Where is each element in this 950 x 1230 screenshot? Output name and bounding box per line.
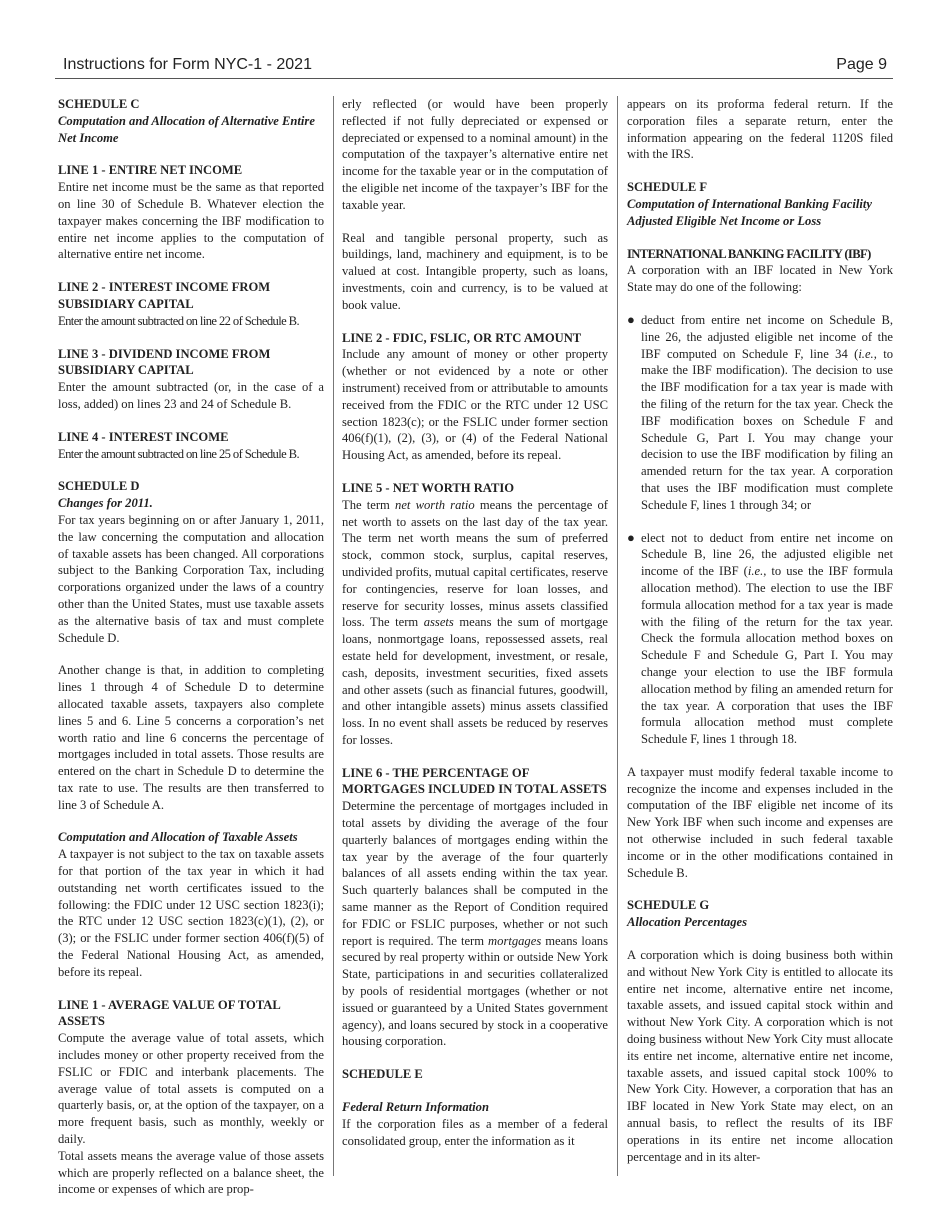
list-item: ● deduct from entire net income on Schedule B, line 26, the adjusted eligible net income of the IBF computed on Schedule F, line 34 (i.e., to make the IBF modification). The decision to use the IBF modification for a tax year is made with the filing of the return for the tax year. Check the IBF modification boxes on Schedule F and Schedule G, Part I. You may change your decision to use the IBF modification by filing an amended return for the tax year. A corporation that uses the IBF modification must complete Schedule F, lines 1 through 34; or <box>627 311 894 512</box>
schedule-g-subtitle: Allocation Percentages <box>627 915 747 930</box>
schedule-g-heading: SCHEDULE G <box>627 898 710 913</box>
ibf-intro: A corporation with an IBF located in New York State may do one of the following: <box>627 263 893 295</box>
line-2-fdic-text: Include any amount of money or other property (whether or not evidenced by a note or other instrument) received from or attributable to amounts received from the FDIC or the RTC under 12 USC section 1823(c); or the FSLIC under former section 406(f)(1), (2), (3), or (4) of the Federal National Housing Act, as amended, before its repeal. <box>342 347 608 463</box>
schedule-g-text: A corporation which is doing business both within and without New York City is entitled to allocate its entire net income, alternative entire net income, taxable assets, and issued capital stock within and without New York City. A corporation which is not doing business without New York City must allocate its entire net income, alternative entire net income, taxable assets, and issued capital stock 100% to New York City. However, a corporation that has an IBF located in New York State may elect, on an annual basis, to reflect the results of its IBF operations in its entire net income allocation percentage and in its alter- <box>627 948 893 1164</box>
schedule-d-heading: SCHEDULE D <box>58 479 140 494</box>
average-value-heading: LINE 1 - AVERAGE VALUE OF TOTAL ASSETS <box>58 997 281 1029</box>
taxable-assets-subtitle: Computation and Allocation of Taxable Assets <box>58 830 298 845</box>
line-6-heading: LINE 6 - THE PERCENTAGE OF MORTGAGES INCLUDED IN TOTAL ASSETS <box>342 765 607 797</box>
line-2-fdic-heading: LINE 2 - FDIC, FSLIC, OR RTC AMOUNT <box>342 330 582 345</box>
ibf-heading: INTERNATIONAL BANKING FACILITY (IBF) <box>627 246 871 261</box>
schedule-f-subtitle: Computation of International Banking Facility Adjusted Eligible Net Income or Loss <box>627 196 872 228</box>
column-middle <box>342 96 608 1149</box>
property-paragraph: Real and tangible personal property, such as buildings, land, machinery and equipment, is to be valued at cost. Intangible property, such as loans, investments, coin and currency, is to be valued at book value. <box>342 230 608 312</box>
line-5-text: The term net worth ratio means the percentage of net worth to assets on the last day of the tax year. The term net worth means the sum of preferred stock, common stock, surplus, capital reserves, undivided profits, mutual capital certificates, reserve for contingencies, reserve for loan losses, and reserve for security losses, minus assets classified loss. The term assets means the sum of mortgage loans, nonmortgage loans, repossessed assets, real estate held for development, investment, or resale, cash, deposits, investment securities, fixed assets and other assets (such as financial futures, goodwill, and other intangible assets) minus assets classified loss. In no event shall assets be reduced by reserves for losses. <box>342 497 608 747</box>
term-net-worth-ratio: net worth ratio <box>395 497 475 512</box>
bullet-icon: ● <box>627 529 635 545</box>
schedule-e-text: If the corporation files as a member of a federal consolidated group, enter the information as it <box>342 1116 608 1148</box>
schedule-d-subtitle: Changes for 2011. <box>58 496 153 511</box>
term-assets: assets <box>423 615 454 630</box>
bullet-icon: ● <box>627 311 635 327</box>
page-header <box>55 56 893 79</box>
line-3-text: Enter the amount subtracted (or, in the case of a loss, added) on lines 23 and 24 of Schedule B. <box>58 380 324 411</box>
line-1-heading: LINE 1 - ENTIRE NET INCOME <box>58 163 243 178</box>
ibf-options-list <box>627 312 893 748</box>
schedule-d-paragraph: A taxpayer is not subject to the tax on taxable assets for that portion of the tax year in which it had outstanding net worth certificates issued to the following: the FDIC under 12 USC section 1823(i); the RTC under 12 USC section 1823(c)(1), (2), or (3); or the FSLIC under former section 406(f)(5) of the Federal National Housing Act, as amended, before its repeal. <box>58 847 324 979</box>
average-value-text: Compute the average value of total assets, which includes money or other property received from the FSLIC or FDIC and interbank placements. The average value of total assets is computed on a quarterly basis, or, at the option of the taxpayer, on a more frequent basis, such as monthly, weekly or daily. <box>58 1031 324 1147</box>
page-number: Page 9 <box>836 56 887 73</box>
total-assets-text: Total assets means the average value of those assets which are properly reflected on a balance sheet, the income or expenses of which are prop- <box>58 1148 324 1197</box>
line-1-text: Entire net income must be the same as that reported on line 30 of Schedule B. Whatever election the taxpayer makes concerning the IBF modification to entire net income applies to the computation of alternative entire net income. <box>58 180 324 262</box>
schedule-d-paragraph: For tax years beginning on or after January 1, 2011, the law concerning the computation and allocation of taxable assets has been changed. All corporations subject to the Banking Corporation Tax, including corporations organized under the laws of a country other than the United States, must use taxable assets as the alternative basis of tax and must complete Schedule D. <box>58 512 324 645</box>
line-4-heading: LINE 4 - INTEREST INCOME <box>58 429 229 444</box>
column-divider <box>617 96 618 1176</box>
schedule-d-paragraph: Another change is that, in addition to completing lines 1 through 4 of Schedule D to determine allocated taxable assets, taxpayers also complete lines 5 and 6. Line 5 concerns a corporation’s net worth ratio and line 6 concerns the percentage of mortgages included in total assets. Those results are entered on the chart in Schedule D to determine the tax rate to use. The results are then transferred to line 3 of Schedule A. <box>58 663 324 812</box>
document-title: Instructions for Form NYC-1 - 2021 <box>63 56 312 73</box>
line-4-text: Enter the amount subtracted on line 25 of Schedule B. <box>58 446 299 461</box>
continued-paragraph: erly reflected (or would have been properly reflected if not fully depreciated or expensed or depreciated or expensed to a nominal amount) in the computation of the taxpayer’s alternative entire net income for the taxable year or in the computation of the eligible net income of the taxpayer’s IBF for the taxable year. <box>342 97 608 212</box>
schedule-e-subtitle: Federal Return Information <box>342 1100 489 1115</box>
term-mortgages: mortgages <box>488 933 542 948</box>
modification-paragraph: A taxpayer must modify federal taxable income to recognize the income and expenses included in the computation of the IBF eligible net income of its New York IBF when such income and expenses are not otherwise included in such federal taxable income or in the other modifications contained in Schedule B. <box>627 764 893 880</box>
line-2-text: Enter the amount subtracted on line 22 of Schedule B. <box>58 313 299 328</box>
schedule-c-subtitle: Computation and Allocation of Alternative Entire Net Income <box>58 113 315 145</box>
line-6-text: Determine the percentage of mortgages included in total assets by dividing the average of the four quarterly balances of mortgages ending within the tax year by the average of the four quarterly balances of all assets ending within the tax year. Such quarterly balances shall be computed in the same manner as the Report of Condition required for FDIC or FSLIC purposes, whether or not such report is required. The term mortgages means loans secured by real property within or outside New York State, participations in and securities collateralized by pools of residential mortgages (whether or not issued or guaranteed by a United States government agency), and loans secured by stock in a cooperative housing corporation. <box>342 799 609 1049</box>
line-3-heading: LINE 3 - DIVIDEND INCOME FROM SUBSIDIARY CAPITAL <box>58 346 271 378</box>
column-left <box>58 96 324 1198</box>
list-item: ● elect not to deduct from entire net income on Schedule B, line 26, the adjusted eligible net income of the IBF (i.e., to use the IBF formula allocation method). The election to use the IBF formula allocation method for a tax year is made with the filing of the return for the tax year. Check the formula allocation method boxes on Schedule F and Schedule G, Part I. You may change your election to use the IBF formula allocation method by filing an amended return for the tax year. A corporation that uses the IBF formula allocation method must complete Schedule F, lines 1 through 18. <box>627 529 893 747</box>
continued-paragraph: appears on its proforma federal return. If the corporation files a separate return, enter the information appearing on the federal 1120S filed with the IRS. <box>627 97 893 162</box>
line-5-heading: LINE 5 - NET WORTH RATIO <box>342 480 515 495</box>
schedule-c-heading: SCHEDULE C <box>58 97 140 111</box>
line-2-heading: LINE 2 - INTEREST INCOME FROM SUBSIDIARY CAPITAL <box>58 280 271 311</box>
schedule-e-heading: SCHEDULE E <box>342 1067 423 1082</box>
column-divider <box>333 96 334 1176</box>
column-right <box>627 96 893 1165</box>
schedule-f-heading: SCHEDULE F <box>627 180 708 195</box>
